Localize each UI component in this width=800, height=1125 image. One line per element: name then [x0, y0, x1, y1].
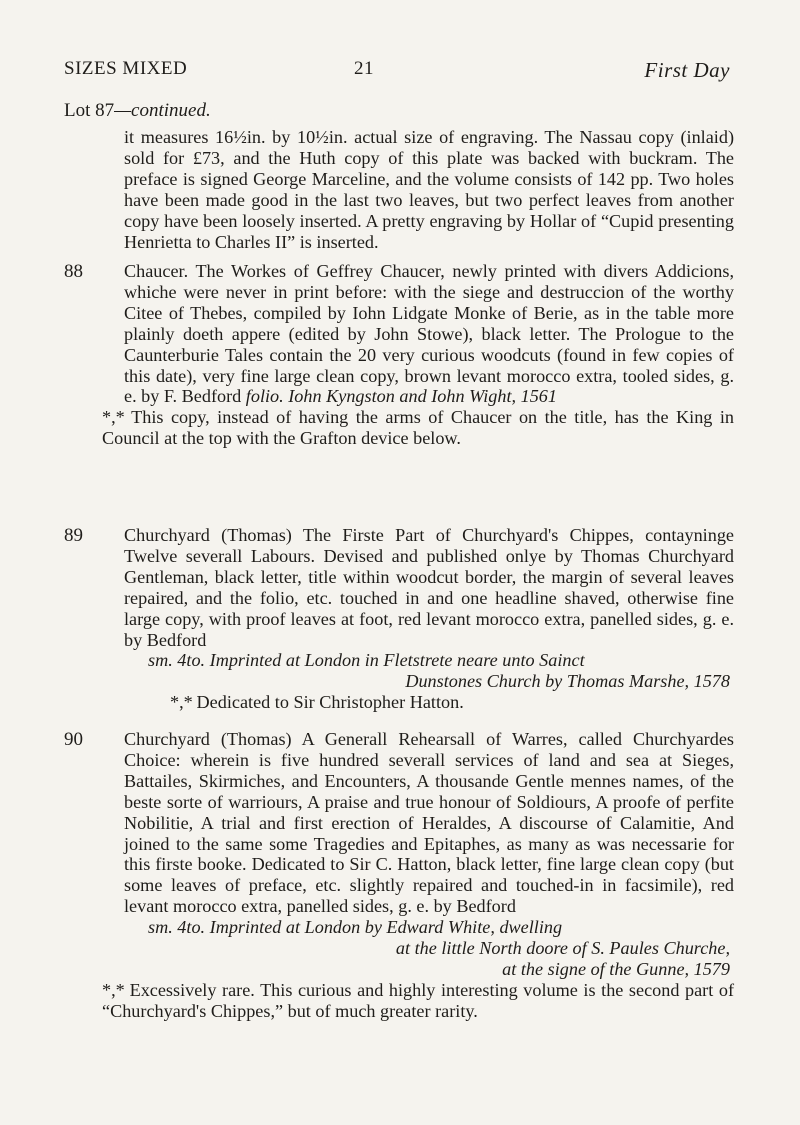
- lot-87-text: it measures 16½in. by 10½in. actual size of engraving. The Nassau copy (inlaid) sold for £73, and the Huth copy of this plate was backed with buckram. The preface is signed George Marceline, and the volume consists of 142 pp. Two holes have been made good in the last two leaves, but two perfect leaves from another copy have been loosely inserted. A pretty engraving by Hollar of “Cupid presenting Henrietta to Charles II” is inserted.: [124, 127, 734, 252]
- lot-88: [64, 261, 734, 449]
- note-mark: *,*: [102, 407, 125, 428]
- continued-suffix: —continued.: [114, 100, 211, 121]
- lot-87-continuation: [64, 127, 734, 252]
- lot-90-note-text: Excessively rare. This curious and highly interesting volume is the second part of “Churchyard's Chippes,” but of much greater rarity.: [102, 979, 734, 1021]
- lot-90-text: Churchyard (Thomas) A Generall Rehearsall of Warres, called Churchyardes Choice: wherein is five hundred severall services of land and sea at Sieges, Battailes, Skirmiches, and Encounters, A thousande Gentle mennes names, of the beste sorte of warriours, A praise and true honour of Soldiours, A proofe of perfite Nobilitie, A trial and first erection of Heraldes, A discourse of Calamitie, And joined to the same some Tragedies and Epitaphes, as many as was necessarie for this firste booke. Dedicated to Sir C. Hatton, black letter, fine large clean copy (but some leaves of preface, etc. slightly repaired and touched-in in facsimile), red levant morocco extra, panelled sides, g. e. by Bedford: [124, 729, 734, 917]
- lot-continued-heading: [64, 100, 211, 122]
- lot-89-note: [170, 692, 734, 713]
- lot-89-imprint-1: sm. 4to. Imprinted at London in Fletstrete neare unto Sainct: [148, 650, 585, 671]
- lot-number: 90: [64, 729, 83, 750]
- lot-88-note: [102, 407, 734, 449]
- lot-90-imprint-3: at the signe of the Gunne, 1579: [502, 958, 730, 979]
- lot-90-imprint-1: sm. 4to. Imprinted at London by Edward White, dwelling: [148, 917, 563, 938]
- lot-90: [64, 729, 734, 1022]
- lot-90-imprint-2: at the little North doore of S. Paules Churche,: [395, 938, 730, 959]
- lot-90-description: [124, 729, 734, 917]
- lot-88-text: Chaucer. The Workes of Geffrey Chaucer, newly printed with divers Addicions, whiche were never in print before: with the siege and destruccion of the worthy Citee of Thebes, compiled by Iohn Lidgate Monke of Berie, as in the table more plainly doeth appere (edited by John Stowe), black letter. The Prologue to the Caunterburie Tales contain the 20 very curious woodcuts (found in few copies of this date), very fine large clean copy, brown levant morocco extra, tooled sides, g. e. by F. Bedford: [124, 261, 734, 407]
- note-mark: *,*: [102, 979, 125, 1000]
- lot-90-note: [102, 980, 734, 1022]
- lot-88-description: [124, 261, 734, 407]
- page-number: 21: [354, 58, 374, 79]
- lot-89-imprint-2: Dunstones Church by Thomas Marshe, 1578: [405, 671, 730, 692]
- lot-89-note-text: Dedicated to Sir Christopher Hatton.: [196, 692, 464, 713]
- lot-88-note-text: This copy, instead of having the arms of Chaucer on the title, has the King in Council at the top with the Grafton device below.: [102, 407, 735, 449]
- section-title: SIZES MIXED: [64, 58, 188, 79]
- lot-88-imprint: folio. Iohn Kyngston and Iohn Wight, 1561: [245, 386, 557, 407]
- lot-89: [64, 525, 734, 713]
- sale-day: First Day: [644, 58, 730, 82]
- lot-number: 89: [64, 525, 83, 546]
- lot-number: 88: [64, 261, 83, 282]
- lot-label: Lot 87: [64, 100, 115, 121]
- note-mark: *,*: [170, 692, 193, 713]
- lot-89-text: Churchyard (Thomas) The Firste Part of Churchyard's Chippes, contayninge Twelve severall Labours. Devised and published onlye by Thomas Churchyard Gentleman, black letter, title within woodcut border, the margin of several leaves repaired, and the folio, etc. touched in and one headline shaved, otherwise fine large copy, with proof leaves at foot, red levant morocco extra, panelled sides, g. e. by Bedford: [124, 525, 734, 650]
- lot-89-description: [124, 525, 734, 650]
